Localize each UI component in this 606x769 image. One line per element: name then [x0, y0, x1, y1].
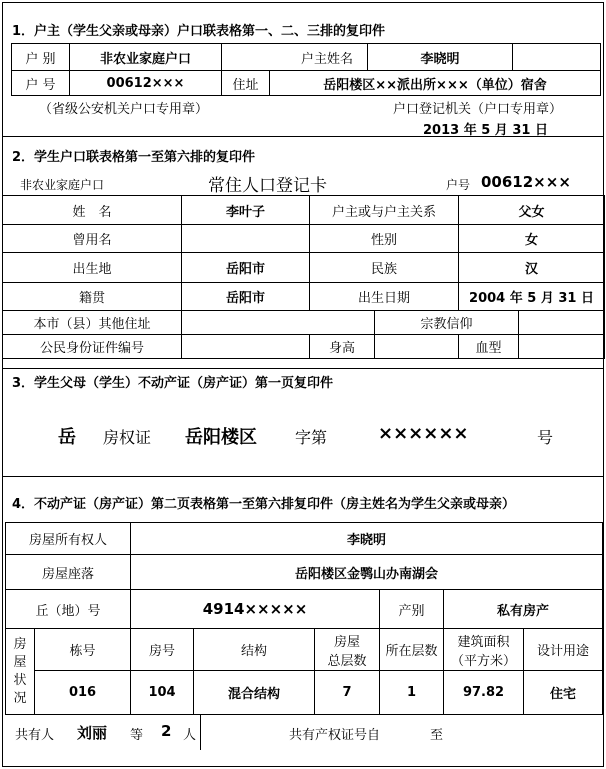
birthdate-value: 2004 年 5 月 31 日 [459, 283, 605, 311]
co-cert-label: 共有产权证号自 [289, 728, 381, 743]
section4-title: 4．不动产证（房产证）第二页表格第一至第六排复印件（房主姓名为学生父亲或母亲） [12, 497, 516, 512]
religion-label: 宗教信仰 [375, 311, 519, 335]
other-address-value [182, 311, 375, 335]
gender-value: 女 [459, 225, 605, 253]
card-household-no-label: 户号 [446, 178, 471, 192]
lot-number-label: 丘（地）号 [6, 590, 131, 629]
native-place-label: 籍贯 [3, 283, 182, 311]
section2-title: 2．学生户口联表格第一至第六排的复印件 [12, 150, 256, 165]
registration-card-table [2, 195, 605, 359]
birthdate-label: 出生日期 [310, 283, 459, 311]
other-address-label: 本市（县）其他住址 [3, 311, 182, 335]
section-divider [3, 368, 603, 369]
cert-number: ×××××× [378, 423, 469, 444]
relation-value: 父女 [459, 196, 605, 225]
co-owner-divider [200, 714, 201, 750]
co-owner-label: 共有人 [15, 728, 55, 743]
cert-suffix: 号 [537, 428, 554, 447]
household-type-label: 户 别 [12, 44, 70, 71]
area-header-line: 建筑面积 [457, 634, 510, 650]
household-no-label: 户 号 [12, 71, 70, 96]
cert-prefix: 字第 [295, 428, 328, 447]
household-type-value: 非农业家庭户口 [70, 44, 222, 71]
house-status-char: 况 [13, 690, 27, 706]
height-value [375, 335, 459, 359]
house-status-label [6, 629, 35, 715]
name-label: 姓 名 [3, 196, 182, 225]
section3-title: 3．学生父母（学生）不动产证（房产证）第一页复印件 [12, 376, 334, 391]
blood-type-label: 血型 [459, 335, 519, 359]
co-owner-mid: 等 [130, 728, 144, 743]
area-header [444, 629, 524, 671]
relation-label: 户主或与户主关系 [310, 196, 459, 225]
birthplace-value: 岳阳市 [182, 253, 310, 283]
ethnicity-value: 汉 [459, 253, 605, 283]
card-household-no-value: 00612××× [481, 173, 571, 191]
registration-date: 2013 年 5 月 31 日 [423, 123, 548, 138]
location-label: 房屋座落 [6, 555, 131, 590]
usage-value: 住宅 [524, 671, 603, 715]
total-floors-header-line: 总层数 [327, 653, 367, 669]
owner-label: 房屋所有权人 [6, 523, 131, 555]
section1-title: 1．户主（学生父亲或母亲）户口联表格第一、二、三排的复印件 [12, 24, 386, 39]
ethnicity-label: 民族 [310, 253, 459, 283]
provincial-stamp-note: （省级公安机关户口专用章） [39, 102, 209, 117]
building-no-value: 016 [35, 671, 131, 715]
cert-region: 岳 [58, 427, 76, 448]
section-divider [3, 476, 603, 477]
co-owner-count: 2 [161, 722, 172, 740]
household-type-caption: 非农业家庭户口 [20, 178, 105, 192]
id-number-value [182, 335, 310, 359]
structure-header: 结构 [194, 629, 315, 671]
birthplace-label: 出生地 [3, 253, 182, 283]
former-name-value [182, 225, 310, 253]
room-no-value: 104 [131, 671, 194, 715]
address-value: 岳阳楼区××派出所×××（单位）宿舍 [270, 71, 601, 96]
document-frame [2, 2, 604, 767]
house-status-char: 屋 [13, 654, 27, 670]
usage-header: 设计用途 [524, 629, 603, 671]
head-name-value: 李晓明 [368, 44, 513, 71]
total-floors-header-line: 房屋 [334, 634, 361, 650]
co-cert-to: 至 [430, 728, 444, 743]
co-owner-name: 刘丽 [77, 724, 108, 742]
area-value: 97.82 [444, 671, 524, 715]
blood-type-value [519, 335, 605, 359]
co-owner-unit: 人 [183, 728, 197, 743]
household-no-value: 00612××× [70, 71, 222, 96]
room-no-header: 房号 [131, 629, 194, 671]
height-label: 身高 [310, 335, 375, 359]
property-type-value: 私有房产 [444, 590, 603, 629]
household-head-table [11, 43, 601, 96]
lot-number-value: 4914××××× [131, 590, 380, 629]
empty-cell [513, 44, 601, 71]
owner-value: 李晓明 [131, 523, 603, 555]
head-name-label: 户主姓名 [222, 44, 368, 71]
floor-value: 1 [380, 671, 444, 715]
address-label: 住址 [222, 71, 270, 96]
name-value: 李叶子 [182, 196, 310, 225]
registration-card-title: 常住人口登记卡 [208, 176, 327, 196]
floor-header: 所在层数 [380, 629, 444, 671]
house-status-char: 状 [13, 672, 27, 688]
native-place-value: 岳阳市 [182, 283, 310, 311]
former-name-label: 曾用名 [3, 225, 182, 253]
cert-type: 房权证 [103, 428, 152, 447]
property-table [5, 522, 603, 715]
registration-stamp-note: 户口登记机关（户口专用章） [393, 102, 563, 117]
structure-value: 混合结构 [194, 671, 315, 715]
property-type-label: 产别 [380, 590, 444, 629]
id-number-label: 公民身份证件编号 [3, 335, 182, 359]
total-floors-value: 7 [315, 671, 380, 715]
religion-value [519, 311, 605, 335]
location-value: 岳阳楼区金鹗山办南湖会 [131, 555, 603, 590]
section-divider [3, 136, 603, 137]
building-no-header: 栋号 [35, 629, 131, 671]
house-status-char: 房 [13, 636, 27, 652]
total-floors-header [315, 629, 380, 671]
area-header-line: （平方米） [451, 653, 517, 669]
gender-label: 性别 [310, 225, 459, 253]
cert-district: 岳阳楼区 [185, 427, 257, 448]
